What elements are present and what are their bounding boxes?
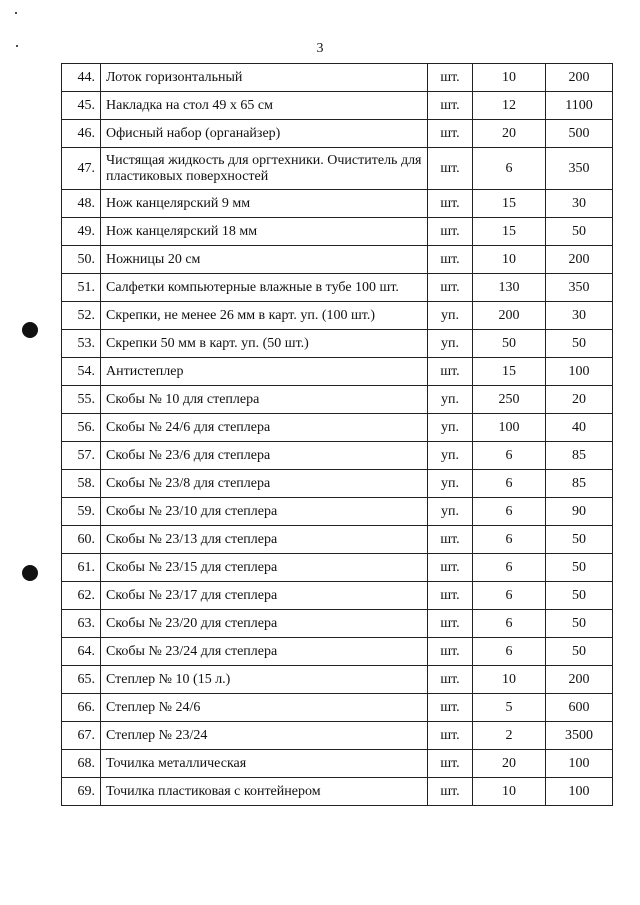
item-price: 50 xyxy=(546,554,613,582)
item-name: Скобы № 23/10 для степлера xyxy=(101,498,428,526)
item-name: Скобы № 24/6 для степлера xyxy=(101,414,428,442)
item-name: Скрепки, не менее 26 мм в карт. уп. (100 шт.) xyxy=(101,302,428,330)
item-quantity: 20 xyxy=(473,750,546,778)
table-row xyxy=(62,610,613,638)
item-number: 51. xyxy=(62,274,101,302)
item-unit: уп. xyxy=(428,330,473,358)
item-number: 61. xyxy=(62,554,101,582)
item-number: 54. xyxy=(62,358,101,386)
table-row xyxy=(62,190,613,218)
item-price: 100 xyxy=(546,750,613,778)
item-price: 50 xyxy=(546,638,613,666)
item-number: 50. xyxy=(62,246,101,274)
item-price: 85 xyxy=(546,442,613,470)
item-unit: шт. xyxy=(428,120,473,148)
punch-hole-mark xyxy=(22,322,38,338)
table-row xyxy=(62,666,613,694)
item-unit: шт. xyxy=(428,582,473,610)
item-number: 49. xyxy=(62,218,101,246)
table-row xyxy=(62,302,613,330)
table-row xyxy=(62,442,613,470)
item-name: Лоток горизонтальный xyxy=(101,64,428,92)
item-number: 57. xyxy=(62,442,101,470)
item-name: Офисный набор (органайзер) xyxy=(101,120,428,148)
item-quantity: 200 xyxy=(473,302,546,330)
item-unit: уп. xyxy=(428,498,473,526)
item-number: 56. xyxy=(62,414,101,442)
item-price: 50 xyxy=(546,610,613,638)
item-name: Ножницы 20 см xyxy=(101,246,428,274)
item-name: Нож канцелярский 9 мм xyxy=(101,190,428,218)
table-row xyxy=(62,64,613,92)
item-price: 600 xyxy=(546,694,613,722)
item-number: 69. xyxy=(62,778,101,806)
item-number: 67. xyxy=(62,722,101,750)
item-name: Скобы № 23/6 для степлера xyxy=(101,442,428,470)
item-name: Чистящая жидкость для оргтехники. Очиститель для пластиковых поверхностей xyxy=(101,148,428,190)
item-quantity: 50 xyxy=(473,330,546,358)
item-price: 30 xyxy=(546,190,613,218)
item-quantity: 6 xyxy=(473,526,546,554)
item-unit: шт. xyxy=(428,638,473,666)
item-quantity: 15 xyxy=(473,190,546,218)
item-unit: шт. xyxy=(428,358,473,386)
item-quantity: 6 xyxy=(473,442,546,470)
scan-speck xyxy=(15,12,17,14)
page-number: 3 xyxy=(316,41,324,56)
item-price: 100 xyxy=(546,778,613,806)
item-number: 68. xyxy=(62,750,101,778)
item-name: Салфетки компьютерные влажные в тубе 100 шт. xyxy=(101,274,428,302)
table-row xyxy=(62,358,613,386)
item-quantity: 6 xyxy=(473,638,546,666)
item-quantity: 100 xyxy=(473,414,546,442)
item-number: 59. xyxy=(62,498,101,526)
item-quantity: 130 xyxy=(473,274,546,302)
item-quantity: 6 xyxy=(473,470,546,498)
item-price: 350 xyxy=(546,274,613,302)
item-unit: уп. xyxy=(428,302,473,330)
item-quantity: 10 xyxy=(473,778,546,806)
item-number: 58. xyxy=(62,470,101,498)
item-number: 46. xyxy=(62,120,101,148)
table-row xyxy=(62,386,613,414)
item-price: 50 xyxy=(546,218,613,246)
item-number: 64. xyxy=(62,638,101,666)
item-price: 90 xyxy=(546,498,613,526)
table-row xyxy=(62,330,613,358)
item-unit: шт. xyxy=(428,750,473,778)
item-name: Скобы № 10 для степлера xyxy=(101,386,428,414)
item-price: 30 xyxy=(546,302,613,330)
item-number: 63. xyxy=(62,610,101,638)
item-number: 60. xyxy=(62,526,101,554)
table-row xyxy=(62,750,613,778)
table-row xyxy=(62,148,613,190)
item-name: Скобы № 23/13 для степлера xyxy=(101,526,428,554)
item-unit: шт. xyxy=(428,554,473,582)
item-quantity: 15 xyxy=(473,358,546,386)
table-row xyxy=(62,274,613,302)
item-unit: шт. xyxy=(428,274,473,302)
item-unit: шт. xyxy=(428,218,473,246)
item-unit: шт. xyxy=(428,526,473,554)
item-price: 50 xyxy=(546,330,613,358)
item-name: Степлер № 24/6 xyxy=(101,694,428,722)
item-unit: уп. xyxy=(428,386,473,414)
item-name: Накладка на стол 49 х 65 см xyxy=(101,92,428,120)
item-number: 65. xyxy=(62,666,101,694)
items-table xyxy=(61,63,613,806)
table-row xyxy=(62,554,613,582)
item-name: Точилка пластиковая с контейнером xyxy=(101,778,428,806)
table-row xyxy=(62,582,613,610)
item-name: Скобы № 23/24 для степлера xyxy=(101,638,428,666)
item-unit: шт. xyxy=(428,92,473,120)
item-price: 40 xyxy=(546,414,613,442)
item-price: 50 xyxy=(546,582,613,610)
table-row xyxy=(62,246,613,274)
item-price: 20 xyxy=(546,386,613,414)
table-row xyxy=(62,92,613,120)
item-quantity: 10 xyxy=(473,64,546,92)
item-quantity: 10 xyxy=(473,666,546,694)
item-unit: шт. xyxy=(428,246,473,274)
table-row xyxy=(62,414,613,442)
item-quantity: 250 xyxy=(473,386,546,414)
table-row xyxy=(62,470,613,498)
table-row xyxy=(62,694,613,722)
item-unit: шт. xyxy=(428,190,473,218)
item-price: 200 xyxy=(546,64,613,92)
item-name: Нож канцелярский 18 мм xyxy=(101,218,428,246)
item-price: 500 xyxy=(546,120,613,148)
item-number: 55. xyxy=(62,386,101,414)
item-price: 350 xyxy=(546,148,613,190)
item-number: 45. xyxy=(62,92,101,120)
item-unit: шт. xyxy=(428,722,473,750)
item-quantity: 15 xyxy=(473,218,546,246)
item-number: 52. xyxy=(62,302,101,330)
item-price: 50 xyxy=(546,526,613,554)
table-row xyxy=(62,722,613,750)
item-price: 200 xyxy=(546,246,613,274)
item-unit: шт. xyxy=(428,610,473,638)
table-row xyxy=(62,638,613,666)
item-price: 1100 xyxy=(546,92,613,120)
item-unit: шт. xyxy=(428,148,473,190)
item-unit: шт. xyxy=(428,778,473,806)
item-number: 44. xyxy=(62,64,101,92)
item-name: Точилка металлическая xyxy=(101,750,428,778)
item-unit: уп. xyxy=(428,442,473,470)
item-name: Антистеплер xyxy=(101,358,428,386)
item-number: 47. xyxy=(62,148,101,190)
item-name: Скобы № 23/8 для степлера xyxy=(101,470,428,498)
punch-hole-mark xyxy=(22,565,38,581)
item-name: Степлер № 23/24 xyxy=(101,722,428,750)
item-quantity: 5 xyxy=(473,694,546,722)
item-unit: шт. xyxy=(428,694,473,722)
item-number: 62. xyxy=(62,582,101,610)
item-name: Скобы № 23/17 для степлера xyxy=(101,582,428,610)
item-number: 53. xyxy=(62,330,101,358)
item-price: 200 xyxy=(546,666,613,694)
item-unit: шт. xyxy=(428,64,473,92)
item-name: Степлер № 10 (15 л.) xyxy=(101,666,428,694)
table-row xyxy=(62,526,613,554)
item-quantity: 6 xyxy=(473,554,546,582)
item-unit: шт. xyxy=(428,666,473,694)
item-price: 100 xyxy=(546,358,613,386)
item-quantity: 6 xyxy=(473,148,546,190)
item-quantity: 20 xyxy=(473,120,546,148)
item-price: 3500 xyxy=(546,722,613,750)
item-unit: уп. xyxy=(428,414,473,442)
item-quantity: 6 xyxy=(473,610,546,638)
item-unit: уп. xyxy=(428,470,473,498)
table-row xyxy=(62,778,613,806)
table-row xyxy=(62,498,613,526)
item-quantity: 2 xyxy=(473,722,546,750)
item-name: Скобы № 23/20 для степлера xyxy=(101,610,428,638)
item-number: 48. xyxy=(62,190,101,218)
table-row xyxy=(62,120,613,148)
table-row xyxy=(62,218,613,246)
item-price: 85 xyxy=(546,470,613,498)
item-quantity: 12 xyxy=(473,92,546,120)
item-quantity: 10 xyxy=(473,246,546,274)
item-name: Скрепки 50 мм в карт. уп. (50 шт.) xyxy=(101,330,428,358)
item-quantity: 6 xyxy=(473,498,546,526)
item-quantity: 6 xyxy=(473,582,546,610)
item-number: 66. xyxy=(62,694,101,722)
item-name: Скобы № 23/15 для степлера xyxy=(101,554,428,582)
items-table-body xyxy=(62,64,613,806)
